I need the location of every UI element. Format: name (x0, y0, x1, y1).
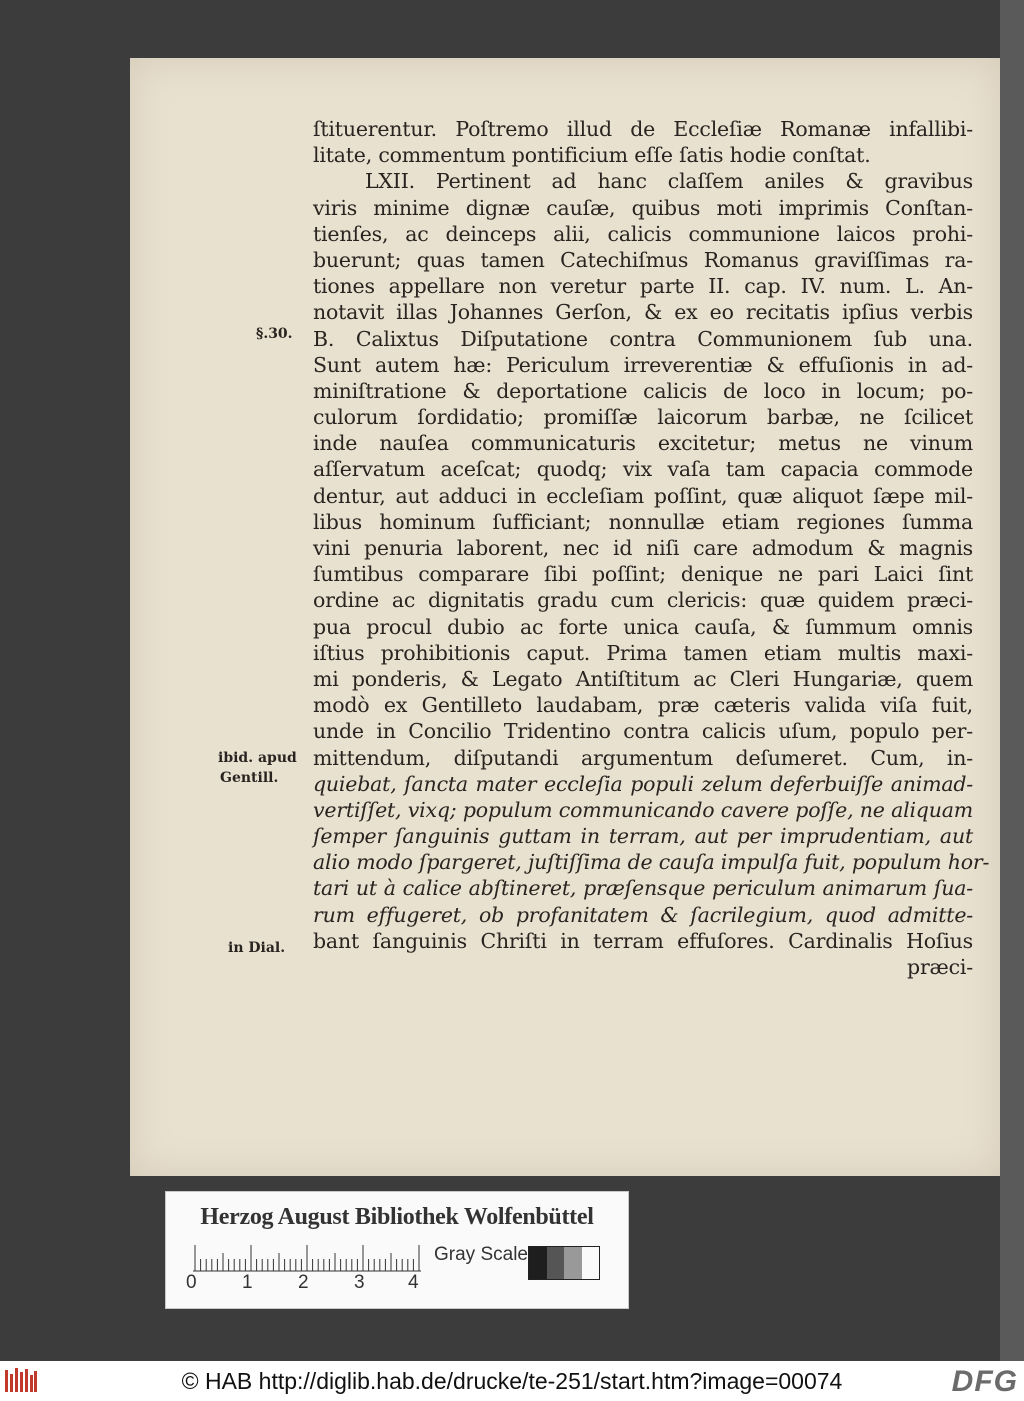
text-line: vertiſſet, vixq; populum communicando cavere poſſe, ne aliquam (313, 797, 973, 822)
footer-bar (0, 1361, 1024, 1401)
text-line: iſtius prohibitionis caput. Prima tamen etiam multis maxi- (313, 640, 973, 665)
book-page (130, 58, 1000, 1176)
scan-edge-strip (1000, 0, 1024, 1361)
ruler-number-1: 1 (242, 1272, 253, 1293)
text-line: modò ex Gentilleto laudabam, præ cæteris valida viſa fuit, (313, 693, 973, 718)
library-color-card (165, 1191, 629, 1309)
text-line: rum effugeret, ob profanitatem & ſacrilegium, quod admitte- (313, 902, 973, 927)
text-line: præci- (907, 955, 973, 979)
text-line: tiones appellare non veretur parte II. cap. IV. num. L. An- (313, 274, 973, 299)
margin-note-dial: in Dial. (228, 940, 286, 956)
ruler-scale (193, 1244, 421, 1272)
text-line: inde nauſea communicaturis excitetur; metus ne vinum (313, 431, 973, 456)
text-line: mittendum, diſputandi argumentum deſumeret. Cum, in- (313, 745, 973, 770)
text-line: notavit illas Johannes Gerſon, & ex eo recitatis ipſius verbis (313, 300, 973, 325)
ruler-number-4: 4 (408, 1272, 419, 1293)
text-line: ordine ac dignitatis gradu cum clericis: quæ quidem præci- (313, 588, 973, 613)
text-line: quiebat, ſancta mater eccleſia populi zelum deferbuiſſe animad- (313, 771, 973, 796)
text-line: pua procul dubio ac forte unica cauſa, & ſummum omnis (313, 614, 973, 639)
gray-scale-label: Gray Scale (434, 1244, 528, 1265)
text-line: dentur, aut adduci in eccleſiam poſſint, quæ aliquot ſæpe mil- (313, 483, 973, 508)
text-line: buerunt; quas tamen Catechiſmus Romanus graviſſimas ra- (313, 247, 973, 272)
text-line: vini penuria laborent, nec id niſi care admodum & magnis (313, 536, 973, 560)
text-line: tienſes, ac deinceps alii, calicis communione laicos prohi- (313, 221, 973, 246)
text-line: mi ponderis, & Legato Antiſtitum ac Cleri Hungariæ, quem (313, 666, 973, 691)
margin-note-section: §.30. (256, 326, 293, 342)
text-line: libus hominum ſufficiant; nonnullæ etiam regiones ſumma (313, 509, 973, 534)
footer-url-text[interactable]: © HAB http://diglib.hab.de/drucke/te-251/start.htm?image=00074 (181, 1368, 843, 1394)
page-text-block (313, 116, 990, 980)
text-line: litate, commentum pontificium eſſe ſatis hodie conſtat. (313, 143, 871, 168)
text-line: tari ut à calice abſtineret, præſensque periculum animarum ſua- (313, 876, 973, 901)
text-line: unde in Concilio Tridentino contra calicis uſum, populo per- (313, 719, 973, 744)
text-line: ſemper ſanguinis guttam in terram, aut per imprudentiam, aut (313, 824, 973, 849)
margin-note-gentill: Gentill. (220, 770, 279, 786)
text-line: LXII. Pertinent ad hanc claſſem aniles & gravibus (365, 169, 973, 194)
dfg-logo: DFG (951, 1365, 1018, 1398)
text-line: ſumtibus comparare ſibi poſſint; denique ne pari Laici ſint (313, 562, 973, 587)
text-line: alio modo ſpargeret, juſtiſſima de cauſa impulſa fuit, populum hor- (313, 850, 990, 875)
text-line: bant ſanguinis Chriſti in terram effuſores. Cardinalis Hoſius (313, 928, 973, 953)
ruler-number-2: 2 (298, 1272, 309, 1293)
text-line: B. Calixtus Diſputatione contra Communionem ſub una. (313, 326, 973, 351)
text-line: viris minime dignæ cauſæ, quibus moti imprimis Conſtan- (313, 195, 973, 220)
card-title: Herzog August Bibliothek Wolfenbüttel (200, 1204, 594, 1230)
margin-note-ibid: ibid. apud (218, 750, 297, 766)
text-line: aſſervatum aceſcat; quodq; vix vaſa tam capacia commode (313, 457, 973, 482)
text-line: culorum ſordidatio; promiſſæ laicorum barbæ, ne ſcilicet (313, 405, 973, 430)
gray-scale-swatch (528, 1246, 600, 1280)
text-line: ſtituerentur. Poſtremo illud de Eccleſiæ Romanæ infallibi- (313, 117, 973, 141)
text-line: miniſtratione & deportatione calicis de loco in locum; po- (313, 378, 973, 403)
ruler-numbers (186, 1272, 426, 1296)
text-line: Sunt autem hæ: Periculum irreverentiæ & effuſionis in ad- (313, 352, 973, 377)
ruler-number-0: 0 (186, 1272, 197, 1293)
ruler-number-3: 3 (354, 1272, 365, 1293)
